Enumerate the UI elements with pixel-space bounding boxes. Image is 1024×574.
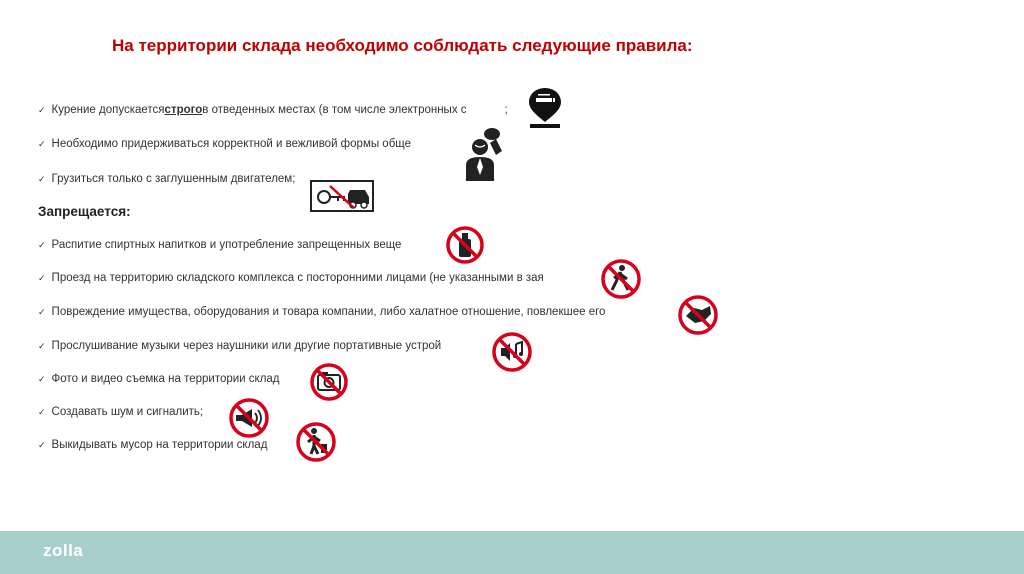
forbidden-heading: Запрещается: bbox=[38, 204, 131, 219]
rule-politeness bbox=[38, 138, 411, 150]
engine-off-icon bbox=[310, 180, 374, 212]
check-icon: ✓ bbox=[38, 138, 46, 149]
forbidden-item-text: Фото и видео съемка на территории склад bbox=[51, 373, 280, 385]
no-pedestrian-icon bbox=[600, 258, 642, 300]
rule-smoking-pre: Курение допускается bbox=[51, 104, 165, 116]
rule-smoking bbox=[38, 104, 508, 116]
check-icon: ✓ bbox=[38, 340, 46, 351]
check-icon: ✓ bbox=[38, 373, 46, 384]
check-icon: ✓ bbox=[38, 173, 46, 184]
rule-engine-off-text: Грузиться только с заглушенным двигателем; bbox=[51, 173, 296, 185]
rule-engine-off bbox=[38, 173, 295, 185]
smoking-area-icon bbox=[524, 86, 566, 130]
forbidden-item-text: Прослушивание музыки через наушники или другие портативные устрой bbox=[51, 340, 442, 352]
no-photo-icon bbox=[309, 362, 349, 402]
forbidden-item bbox=[38, 406, 203, 418]
forbidden-item-text: Проезд на территорию складского комплекса с посторонними лицами (не указанными в зая bbox=[51, 272, 544, 284]
no-music-icon bbox=[491, 331, 533, 373]
forbidden-item-text: Распитие спиртных напитков и употребление запрещенных веще bbox=[51, 239, 402, 251]
rule-politeness-text: Необходимо придерживаться корректной и вежливой формы обще bbox=[51, 138, 412, 150]
forbidden-item-text: Повреждение имущества, оборудования и товара компании, либо халатное отношение, повлекшее его bbox=[51, 306, 606, 318]
brand-logo: zolla bbox=[43, 541, 84, 560]
rule-smoking-tail: ; bbox=[504, 104, 508, 116]
forbidden-item bbox=[38, 272, 544, 284]
check-icon: ✓ bbox=[38, 272, 46, 283]
no-littering-icon bbox=[295, 421, 337, 463]
page-title: На территории склада необходимо соблюдать следующие правила: bbox=[112, 36, 693, 55]
forbidden-item bbox=[38, 239, 401, 251]
forbidden-item bbox=[38, 373, 280, 385]
check-icon: ✓ bbox=[38, 306, 46, 317]
rule-smoking-post: в отведенных местах (в том числе электронных с bbox=[202, 104, 467, 116]
no-damage-icon bbox=[677, 294, 719, 336]
check-icon: ✓ bbox=[38, 239, 46, 250]
forbidden-item bbox=[38, 306, 605, 318]
forbidden-item bbox=[38, 439, 267, 451]
forbidden-item bbox=[38, 340, 441, 352]
no-horn-icon bbox=[228, 397, 270, 439]
forbidden-item-text: Создавать шум и сигналить; bbox=[51, 406, 204, 418]
forbidden-item-text: Выкидывать мусор на территории склад bbox=[51, 439, 268, 451]
check-icon: ✓ bbox=[38, 439, 46, 450]
footer-bar bbox=[0, 531, 1024, 574]
rule-smoking-strong: строго bbox=[164, 104, 203, 116]
check-icon: ✓ bbox=[38, 104, 46, 115]
no-alcohol-icon bbox=[445, 225, 485, 265]
polite-man-icon bbox=[462, 125, 508, 181]
check-icon: ✓ bbox=[38, 406, 46, 417]
